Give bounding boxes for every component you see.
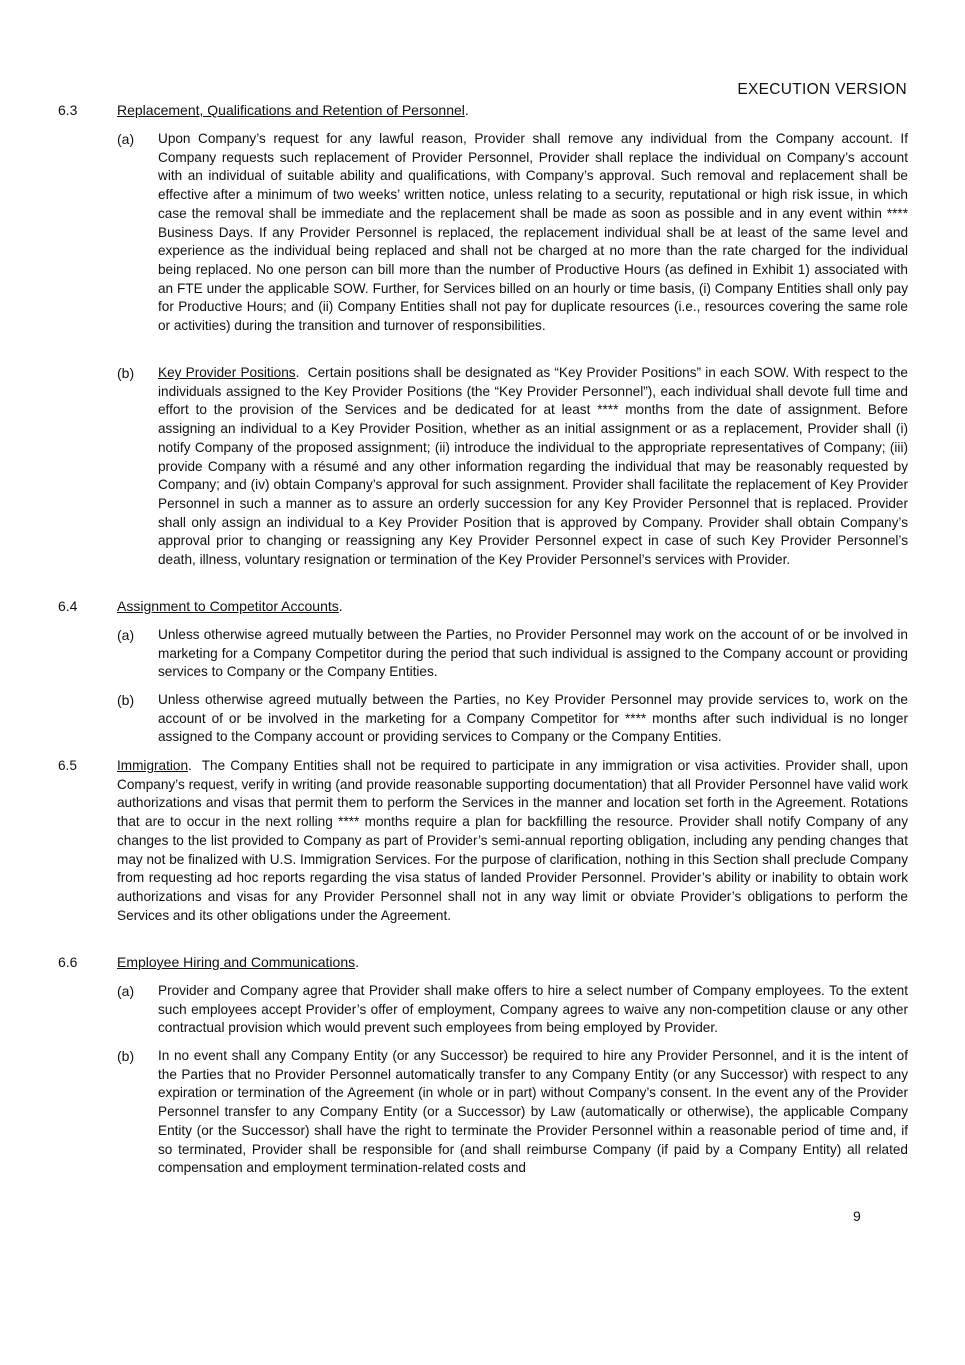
clause-text: In no event shall any Company Entity (or any Successor) be required to hire any Provider Personnel, and it is the intent of the Parties that no Provider Personnel automatically transfer to any Company Entity (or any Successor) with respect to any expiration or termination of the Agreement (in whole or in part) without Company’s consent. In the event any of the Provider Personnel transfer to any Company Entity (or a Successor) by Law (automatically or otherwise), the applicable Company Entity (or the Successor) shall have the right to terminate the Provider Personnel within a reasonable period of time and, if so terminated, Provider shall be responsible for (and shall reimburse Company (if paid by a Company Entity) all related compensation and employment termination-related costs and: [158, 1048, 908, 1176]
clause-label: (a): [117, 627, 135, 643]
clause-6-4-a: [117, 626, 908, 682]
section-title: Assignment to Competitor Accounts: [117, 598, 339, 614]
section-title: Replacement, Qualifications and Retention of Personnel: [117, 102, 465, 118]
clause-title: Key Provider Positions: [158, 365, 296, 380]
document-page: EXECUTION VERSION 6.3 Replacement, Qualifications and Retention of Personnel. (a) Upon Company’s request for any lawful reason, Provider shall remove any individual from the Company account. If Company requests such replacement of Provider Personnel, Provider shall replace the individual on Company’s account with an individual of suitable ability and qualifications, with Company’s approval. Such removal and replacement shall be effective after a minimum of two weeks’ written notice, unless relating to a security, reputational or high risk issue, in which case the removal shall be immediate and the replacement shall be made as soon as possible and in any event within **** Business Days. If any Provider Personnel is replaced, the replacement individual shall be at least of the same level and experience as the individual being replaced and shall not be charged at no more than the rate charged for the individual being replaced. No one person can bill more than the number of Productive Hours (as defined in Exhibit 1) associated with an FTE under the applicable SOW. Further, for Services billed on an hourly or time basis, (i) Company Entities shall only pay for Productive Hours; and (ii) Company Entities shall not pay for duplicate resources (i.e., resources covering the same role or activities) during the transition and turnover of responsibilities. (b) Key Provider Positions. Certain positions shall be designated as “Key Provider Positions” in each SOW. With respect to the individuals assigned to the Key Provider Positions (the “Key Provider Personnel”), each individual shall devote full time and effort to the provision of the Services and be dedicated for at least **** months from the date of assignment. Before assigning an individual to a Key Provider Position, whether as an initial assignment or as a replacement, Provider shall (i) notify Company of the proposed assignment; (ii) introduce the individual to the appropriate representatives of Company; (iii) provide Company with a résumé and any other information regarding the individual that may be reasonably requested by Company; and (iv) obtain Company’s approval for such assignment. Provider shall facilitate the replacement of Key Provider Personnel in such a manner as to assure an orderly succession for any Key Provider Personnel that is replaced. Provider shall only assign an individual to a Key Provider Position that is approved by Company. Provider shall obtain Company’s approval prior to changing or reassigning any Key Provider Personnel expect in case of such Key Provider Personnel’s death, illness, voluntary resignation or termination of the Key Provider Personnel’s services with Provider. 6.4 Assignment to Competitor Accounts. (a) Unless otherwise agreed mutually between the Parties, no Provider Personnel may work on the account of or be involved in marketing for a Company Competitor during the period that such individual is assigned to the Company account or providing services to Company or the Company Entities. (b) Unless otherwise agreed mutually between the Parties, no Key Provider Personnel may provide services to, work on the account of or be involved in the marketing for a Company Competitor for **** months after such individual is no longer assigned to the Company account or providing services to Company or the Company Entities. 6.5 Immigration. The Company Entities shall not be required to participate in any immigration or visa activities. Provider shall, upon Company’s request, verify in writing (and provide reasonable supporting documentation) that all Provider Personnel have valid work authorizations and visas that permit them to perform the Services in the manner and location set forth in the Agreement. Rotations that are to occur in the next rolling **** months require a plan for backfilling the resource. Provider shall notify Company of any changes to the list provided to Company as part of Provider’s semi-annual reporting obligation, including any pending changes that may not be finalized with U.S. Immigration Services. For the purpose of clarification, nothing in this Section shall preclude Company from requesting ad hoc reports regarding the visa status of landed Provider Personnel. Provider’s ability or inability to obtain work authorizations and visas for any Provider Personnel shall not in any way limit or obviate Provider’s obligations to perform the Services and its other obligations under the Agreement. 6.6 Employee Hiring and Communications. (a) Provider and Company agree that Provider shall make offers to hire a select number of Company employees. To the extent such employees accept Provider’s offer of employment, Company agrees to waive any non-competition clause or any other contractual provision which would prevent such employees from being employed by Provider. (b) In no event shall any Company Entity (or any Successor) be required to hire any Provider Personnel, and it is the intent of the Parties that no Provider Personnel automatically transfer to any Company Entity (or any Successor) with respect to any expiration or termination of the Agreement (in whole or in part) without Company’s consent. In the event any of the Provider Personnel transfer to any Company Entity (or a Successor) by Law (automatically or otherwise), the applicable Company Entity (or the Successor) shall have the right to terminate the Provider Personnel within a reasonable period of time and, if so terminated, Provider shall be responsible for (and shall reimburse Company (if paid by a Company Entity) all related compensation and employment termination-related costs and 9: [58, 81, 908, 1224]
clause-6-3-a: [117, 130, 908, 336]
clause-text: Upon Company’s request for any lawful reason, Provider shall remove any individual from the Company account. If Company requests such replacement of Provider Personnel, Provider shall replace the individual on Company’s account with an individual of suitable ability and qualifications, with Company’s approval. Such removal and replacement shall be effective after a minimum of two weeks’ written notice, unless relating to a security, reputational or high risk issue, in which case the removal shall be immediate and the replacement shall be made as soon as possible and in any event within **** Business Days. If any Provider Personnel is replaced, the replacement individual shall be at least of the same level and experience as the individual being replaced and shall not be charged at no more than the rate charged for the individual being replaced. No one person can bill more than the number of Productive Hours (as defined in Exhibit 1) associated with an FTE under the applicable SOW. Further, for Services billed on an hourly or time basis, (i) Company Entities shall only pay for Productive Hours; and (ii) Company Entities shall not pay for duplicate resources (i.e., resources covering the same role or activities) during the transition and turnover of responsibilities.: [158, 131, 908, 334]
clause-6-3-b: (b) Key Provider Positions. Certain positions shall be designated as “Key Provider Positions” in each SOW. With respect to the individuals assigned to the Key Provider Positions (the “Key Provider Personnel”), each individual shall devote full time and effort to the provision of the Services and be dedicated for at least **** months from the date of assignment. Before assigning an individual to a Key Provider Position, whether as an initial assignment or as a replacement, Provider shall (i) notify Company of the proposed assignment; (ii) introduce the individual to the appropriate representatives of Company; (iii) provide Company with a résumé and any other information regarding the individual that may be reasonably requested by Company; and (iv) obtain Company’s approval for such assignment. Provider shall facilitate the replacement of Key Provider Personnel in such a manner as to assure an orderly succession for any Key Provider Personnel that is replaced. Provider shall only assign an individual to a Key Provider Position that is approved by Company. Provider shall obtain Company’s approval prior to changing or reassigning any Key Provider Personnel expect in case of such Key Provider Personnel’s death, illness, voluntary resignation or termination of the Key Provider Personnel’s services with Provider.: [117, 365, 908, 568]
clause-label: (a): [117, 983, 135, 999]
section-6-5: 6.5 Immigration. The Company Entities shall not be required to participate in any immigration or visa activities. Provider shall, upon Company’s request, verify in writing (and provide reasonable supporting documentation) that all Provider Personnel have valid work authorizations and visas that permit them to perform the Services in the manner and location set forth in the Agreement. Rotations that are to occur in the next rolling **** months require a plan for backfilling the resource. Provider shall notify Company of any changes to the list provided to Company as part of Provider’s semi-annual reporting obligation, including any pending changes that may not be finalized with U.S. Immigration Services. For the purpose of clarification, nothing in this Section shall preclude Company from requesting ad hoc reports regarding the visa status of landed Provider Personnel. Provider’s ability or inability to obtain work authorizations and visas for any Provider Personnel shall not in any way limit or obviate Provider’s obligations to perform the Services and its other obligations under the Agreement.: [58, 758, 908, 923]
execution-version-header: EXECUTION VERSION: [737, 81, 907, 98]
section-title: Immigration: [117, 758, 189, 773]
clause-label: (b): [117, 365, 135, 381]
clause-6-6-a: [117, 982, 908, 1038]
clause-text: Certain positions shall be designated as “Key Provider Positions” in each SOW. With respect to the individuals assigned to the Key Provider Positions (the “Key Provider Personnel”), each individual shall devote full time and effort to the provision of the Services and be dedicated for at least **** months from the date of assignment. Before assigning an individual to a Key Provider Position, whether as an initial assignment or as a replacement, Provider shall (i) notify Company of the proposed assignment; (ii) introduce the individual to the appropriate representatives of Company; (iii) provide Company with a résumé and any other information regarding the individual that may be reasonably requested by Company; and (iv) obtain Company’s approval for such assignment. Provider shall facilitate the replacement of Key Provider Personnel in such a manner as to assure an orderly succession for any Key Provider Personnel that is replaced. Provider shall only assign an individual to a Key Provider Position that is approved by Company. Provider shall obtain Company’s approval prior to changing or reassigning any Key Provider Personnel expect in case of such Key Provider Personnel’s death, illness, voluntary resignation or termination of the Key Provider Personnel’s services with Provider.: [158, 365, 908, 568]
clause-text: Unless otherwise agreed mutually between the Parties, no Provider Personnel may work on the account of or be involved in marketing for a Company Competitor during the period that such individual is assigned to the Company account or providing services to Company or the Company Entities.: [158, 627, 908, 680]
section-number: 6.6: [58, 954, 78, 970]
clause-6-6-b: [117, 1047, 908, 1178]
clause-text: Provider and Company agree that Provider shall make offers to hire a select number of Company employees. To the extent such employees accept Provider’s offer of employment, Company agrees to waive any non-competition clause or any other contractual provision which would prevent such employees from being employed by Provider.: [158, 983, 908, 1036]
clause-text: Unless otherwise agreed mutually between the Parties, no Key Provider Personnel may provide services to, work on the account of or be involved in the marketing for a Company Competitor for **** months after such individual is no longer assigned to the Company account or providing services to Company or the Company Entities.: [158, 692, 908, 745]
section-number: 6.3: [58, 102, 78, 118]
clause-label: (a): [117, 131, 135, 147]
section-title: Employee Hiring and Communications: [117, 954, 356, 970]
section-number: 6.4: [58, 598, 78, 614]
page-number: 9: [853, 1208, 861, 1224]
clause-label: (b): [117, 1048, 135, 1064]
clause-label: (b): [117, 692, 135, 708]
section-number: 6.5: [58, 758, 77, 773]
section-text: The Company Entities shall not be required to participate in any immigration or visa activities. Provider shall, upon Company’s request, verify in writing (and provide reasonable supporting documentation) that all Provider Personnel have valid work authorizations and visas that permit them to perform the Services in the manner and location set forth in the Agreement. Rotations that are to occur in the next rolling **** months require a plan for backfilling the resource. Provider shall notify Company of any changes to the list provided to Company as part of Provider’s semi-annual reporting obligation, including any pending changes that may not be finalized with U.S. Immigration Services. For the purpose of clarification, nothing in this Section shall preclude Company from requesting ad hoc reports regarding the visa status of landed Provider Personnel. Provider’s ability or inability to obtain work authorizations and visas for any Provider Personnel shall not in any way limit or obviate Provider’s obligations to perform the Services and its other obligations under the Agreement.: [117, 758, 908, 923]
clause-6-4-b: [117, 691, 908, 747]
